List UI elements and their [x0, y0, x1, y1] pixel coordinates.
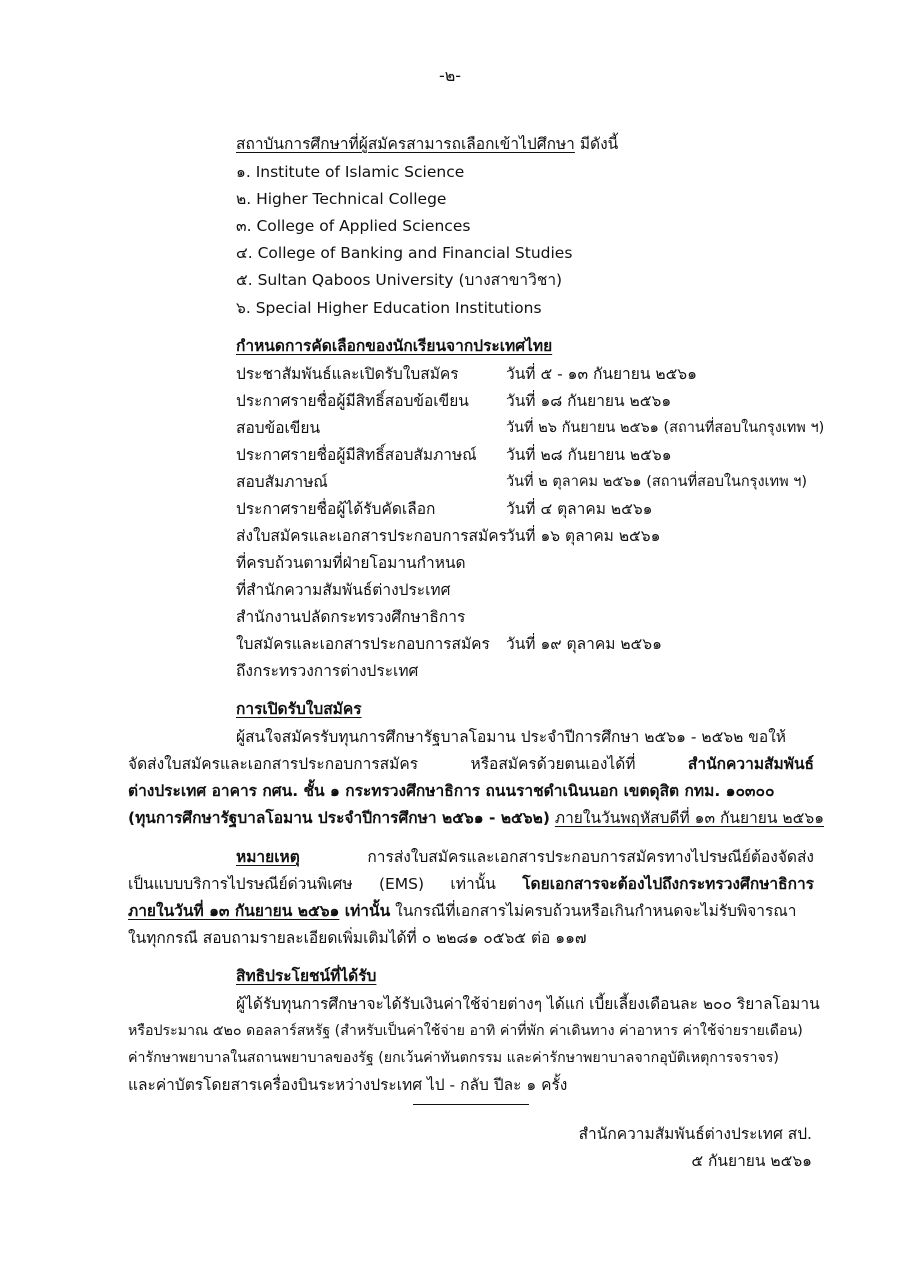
institutions-heading-underlined: สถาบันการศึกษา — [236, 135, 349, 153]
remark-line-3 — [128, 901, 796, 921]
application-address: ต่างประเทศ อาคาร กศน. ชั้น ๑ กระทรวงศึกษาธิการ ถนนราชดำเนินนอก เขตดุสิต กทม. ๑๐๓๐๐ — [128, 782, 775, 800]
remark-line-2-plain: เป็นแบบบริการไปรษณีย์ด่วนพิเศษ (EMS) เท่านั้น — [128, 875, 523, 893]
benefits-heading: สิทธิประโยชน์ที่ได้รับ — [236, 967, 377, 985]
schedule-event: สอบสัมภาษณ์ — [236, 473, 328, 491]
schedule-event: ถึงกระทรวงการต่างประเทศ — [236, 662, 419, 680]
institution-item-1: ๑. Institute of Islamic Science — [236, 163, 465, 181]
remark-deadline: ภายในวันที่ ๑๓ กันยายน ๒๕๖๑ — [128, 902, 340, 920]
remark-line-2 — [128, 874, 814, 894]
schedule-event: ประชาสัมพันธ์และเปิดรับใบสมัคร — [236, 365, 459, 383]
institutions-heading-plain: ที่ผู้สมัครสามารถเลือกเข้าไปศึกษา — [348, 135, 575, 153]
schedule-event: ประกาศรายชื่อผู้มีสิทธิ์สอบข้อเขียน — [236, 392, 469, 410]
application-line-2 — [128, 754, 814, 774]
remark-only: เท่านั้น — [339, 902, 391, 920]
schedule-date: วันที่ ๒๘ กันยายน ๒๕๖๑ — [506, 446, 672, 464]
remark-label: หมายเหตุ — [236, 848, 300, 866]
application-line-2-plain: จัดส่งใบสมัครและเอกสารประกอบการสมัคร หรือสมัครด้วยตนเองได้ที่ — [128, 755, 688, 773]
schedule-event: ที่สำนักความสัมพันธ์ต่างประเทศ — [236, 581, 451, 599]
application-line-4 — [128, 808, 824, 828]
schedule-event: ส่งใบสมัครและเอกสารประกอบการสมัคร — [236, 527, 507, 545]
schedule-event: ใบสมัครและเอกสารประกอบการสมัคร — [236, 635, 490, 653]
institution-item-3: ๓. College of Applied Sciences — [236, 217, 471, 235]
institutions-heading — [236, 134, 618, 154]
page-number: -๒- — [438, 66, 462, 85]
application-scholarship-name: (ทุนการศึกษารัฐบาลโอมาน ประจำปีการศึกษา ๒๕๖๑ - ๒๕๖๒) — [128, 809, 550, 827]
institution-item-5: ๕. Sultan Qaboos University (บางสาขาวิชา) — [236, 271, 563, 289]
remark-line-3-plain: ในกรณีที่เอกสารไม่ครบถ้วนหรือเกินกำหนดจะไม่รับพิจารณา — [390, 902, 797, 920]
schedule-event: สำนักงานปลัดกระทรวงศึกษาธิการ — [236, 608, 466, 626]
schedule-heading: กำหนดการคัดเลือกของนักเรียนจากประเทศไทย — [236, 337, 553, 355]
footer-office: สำนักความสัมพันธ์ต่างประเทศ สป. — [578, 1125, 812, 1143]
remark-line-4: ในทุกกรณี สอบถามรายละเอียดเพิ่มเติมได้ที่ ๐ ๒๒๘๑ ๐๕๖๕ ต่อ ๑๑๗ — [128, 929, 587, 947]
remark-line-2-bold: โดยเอกสารจะต้องไปถึงกระทรวงศึกษาธิการ — [522, 875, 814, 893]
schedule-date: วันที่ ๒ ตุลาคม ๒๕๖๑ (สถานที่สอบในกรุงเทพ ฯ) — [506, 474, 808, 490]
schedule-date: วันที่ ๑๖ ตุลาคม ๒๕๖๑ — [506, 527, 661, 545]
benefits-line-2: หรือประมาณ ๕๒๐ ดอลลาร์สหรัฐ (สำหรับเป็นค่าใช้จ่าย อาทิ ค่าที่พัก ค่าเดินทาง ค่าอาหาร ค่าใช้จ่ายรายเดือน) — [128, 1023, 803, 1039]
schedule-date: วันที่ ๑๙ ตุลาคม ๒๕๖๑ — [506, 635, 662, 653]
remark-line-1-text: การส่งใบสมัครและเอกสารประกอบการสมัครทางไปรษณีย์ต้องจัดส่ง — [299, 848, 814, 866]
schedule-event: ประกาศรายชื่อผู้มีสิทธิ์สอบสัมภาษณ์ — [236, 446, 477, 464]
schedule-date: วันที่ ๑๘ กันยายน ๒๕๖๑ — [506, 392, 672, 410]
institutions-heading-suffix: มีดังนี้ — [574, 135, 619, 153]
schedule-date: วันที่ ๔ ตุลาคม ๒๕๖๑ — [506, 500, 653, 518]
application-line-1: ผู้สนใจสมัครรับทุนการศึกษารัฐบาลโอมาน ประจำปีการศึกษา ๒๕๖๑ - ๒๕๖๒ ขอให้ — [236, 728, 786, 746]
benefits-line-3: ค่ารักษาพยาบาลในสถานพยาบาลของรัฐ (ยกเว้นค่าทันตกรรม และค่ารักษาพยาบาลจากอุบัติเหตุการจราจร) — [128, 1050, 779, 1066]
application-deadline: ภายในวันพฤหัสบดีที่ ๑๓ กันยายน ๒๕๖๑ — [554, 809, 825, 827]
schedule-event: ประกาศรายชื่อผู้ได้รับคัดเลือก — [236, 500, 436, 518]
footer-date: ๕ กันยายน ๒๕๖๑ — [691, 1152, 812, 1170]
schedule-date: วันที่ ๕ - ๑๓ กันยายน ๒๕๖๑ — [506, 365, 697, 383]
institution-item-4: ๔. College of Banking and Financial Studies — [236, 244, 573, 262]
application-heading: การเปิดรับใบสมัคร — [236, 700, 362, 718]
schedule-date: วันที่ ๒๖ กันยายน ๒๕๖๑ (สถานที่สอบในกรุงเทพ ฯ) — [506, 420, 825, 436]
separator-line — [413, 1104, 529, 1105]
schedule-event: ที่ครบถ้วนตามที่ฝ่ายโอมานกำหนด — [236, 554, 466, 572]
institution-item-6: ๖. Special Higher Education Institutions — [236, 299, 542, 317]
remark-line-1 — [236, 847, 814, 867]
benefits-line-4: และค่าบัตรโดยสารเครื่องบินระหว่างประเทศ ไป - กลับ ปีละ ๑ ครั้ง — [128, 1076, 568, 1094]
application-office-name: สำนักความสัมพันธ์ — [687, 755, 814, 773]
schedule-event: สอบข้อเขียน — [236, 419, 321, 437]
benefits-line-1: ผู้ได้รับทุนการศึกษาจะได้รับเงินค่าใช้จ่ายต่างๆ ได้แก่ เบี้ยเลี้ยงเดือนละ ๒๐๐ ริยาลโอมาน — [236, 995, 820, 1013]
institution-item-2: ๒. Higher Technical College — [236, 190, 447, 208]
